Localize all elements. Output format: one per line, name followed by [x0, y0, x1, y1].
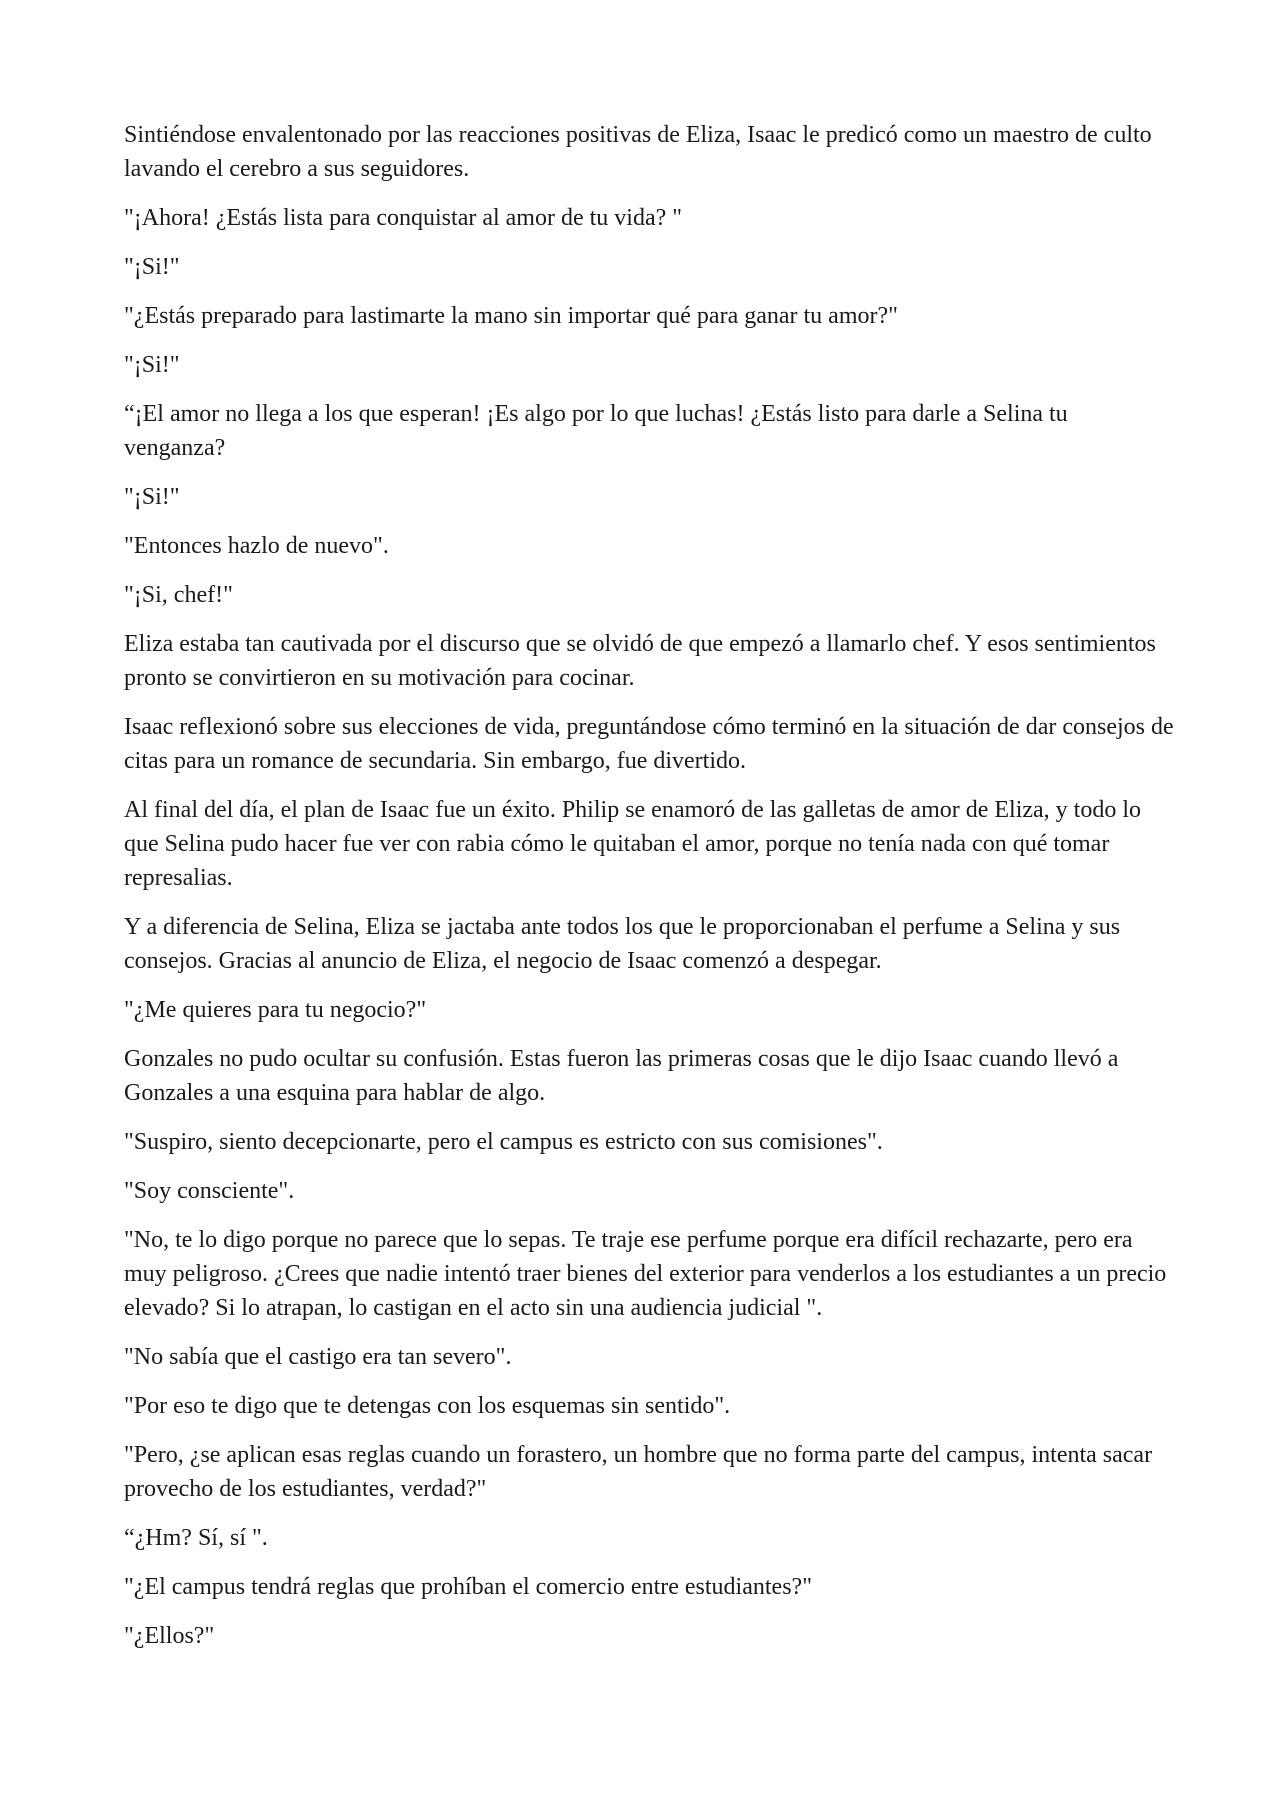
paragraph: "¡Si!" [124, 484, 180, 510]
paragraph: "¿El campus tendrá reglas que prohíban el comercio entre estudiantes?" [124, 1574, 812, 1600]
paragraph: "¡Ahora! ¿Estás lista para conquistar al amor de tu vida? " [124, 205, 683, 231]
paragraph: "¿Ellos?" [124, 1623, 215, 1649]
paragraph: "¿Me quieres para tu negocio?" [124, 997, 427, 1023]
paragraph: "Entonces hazlo de nuevo". [124, 533, 389, 559]
paragraph: "No sabía que el castigo era tan severo". [124, 1344, 512, 1370]
document-page [124, 118, 1174, 1668]
paragraph: "Soy consciente". [124, 1178, 295, 1204]
paragraph: "Por eso te digo que te detengas con los esquemas sin sentido". [124, 1393, 731, 1419]
paragraph: "¡Si!" [124, 352, 180, 378]
paragraph: Eliza estaba tan cautivada por el discurso que se olvidó de que empezó a llamarlo chef. Y esos sentimientos pronto se convirtieron en su motivación para cocinar. [124, 631, 1156, 691]
paragraph: Y a diferencia de Selina, Eliza se jactaba ante todos los que le proporcionaban el perfume a Selina y sus consejos. Gracias al anuncio de Eliza, el negocio de Isaac comenzó a despegar. [124, 914, 1121, 974]
paragraph: "Suspiro, siento decepcionarte, pero el campus es estricto con sus comisiones". [124, 1129, 883, 1155]
paragraph: Sintiéndose envalentonado por las reacciones positivas de Eliza, Isaac le predicó como un maestro de culto lavando el cerebro a sus seguidores. [124, 122, 1152, 182]
paragraph: "¿Estás preparado para lastimarte la mano sin importar qué para ganar tu amor?" [124, 303, 898, 329]
paragraph: “¿Hm? Sí, sí ". [124, 1525, 268, 1551]
paragraph: Al final del día, el plan de Isaac fue un éxito. Philip se enamoró de las galletas de amor de Eliza, y todo lo que Selina pudo hacer fue ver con rabia cómo le quitaban el amor, porque no tenía nada con qué tomar represalias. [124, 797, 1142, 891]
paragraph: Isaac reflexionó sobre sus elecciones de vida, preguntándose cómo terminó en la situación de dar consejos de citas para un romance de secundaria. Sin embargo, fue divertido. [124, 714, 1174, 774]
paragraph: "¡Si!" [124, 254, 180, 280]
paragraph: “¡El amor no llega a los que esperan! ¡Es algo por lo que luchas! ¿Estás listo para darle a Selina tu venganza? [124, 401, 1068, 461]
paragraph: "Pero, ¿se aplican esas reglas cuando un forastero, un hombre que no forma parte del campus, intenta sacar provecho de los estudiantes, verdad?" [124, 1442, 1153, 1502]
paragraph: "No, te lo digo porque no parece que lo sepas. Te traje ese perfume porque era difícil rechazarte, pero era muy peligroso. ¿Crees que nadie intentó traer bienes del exterior para venderlos a los estudiantes a un precio elevado? Si lo atrapan, lo castigan en el acto sin una audiencia judicial ". [124, 1227, 1167, 1321]
paragraph: "¡Si, chef!" [124, 582, 233, 608]
paragraph: Gonzales no pudo ocultar su confusión. Estas fueron las primeras cosas que le dijo Isaac cuando llevó a Gonzales a una esquina para hablar de algo. [124, 1046, 1119, 1106]
